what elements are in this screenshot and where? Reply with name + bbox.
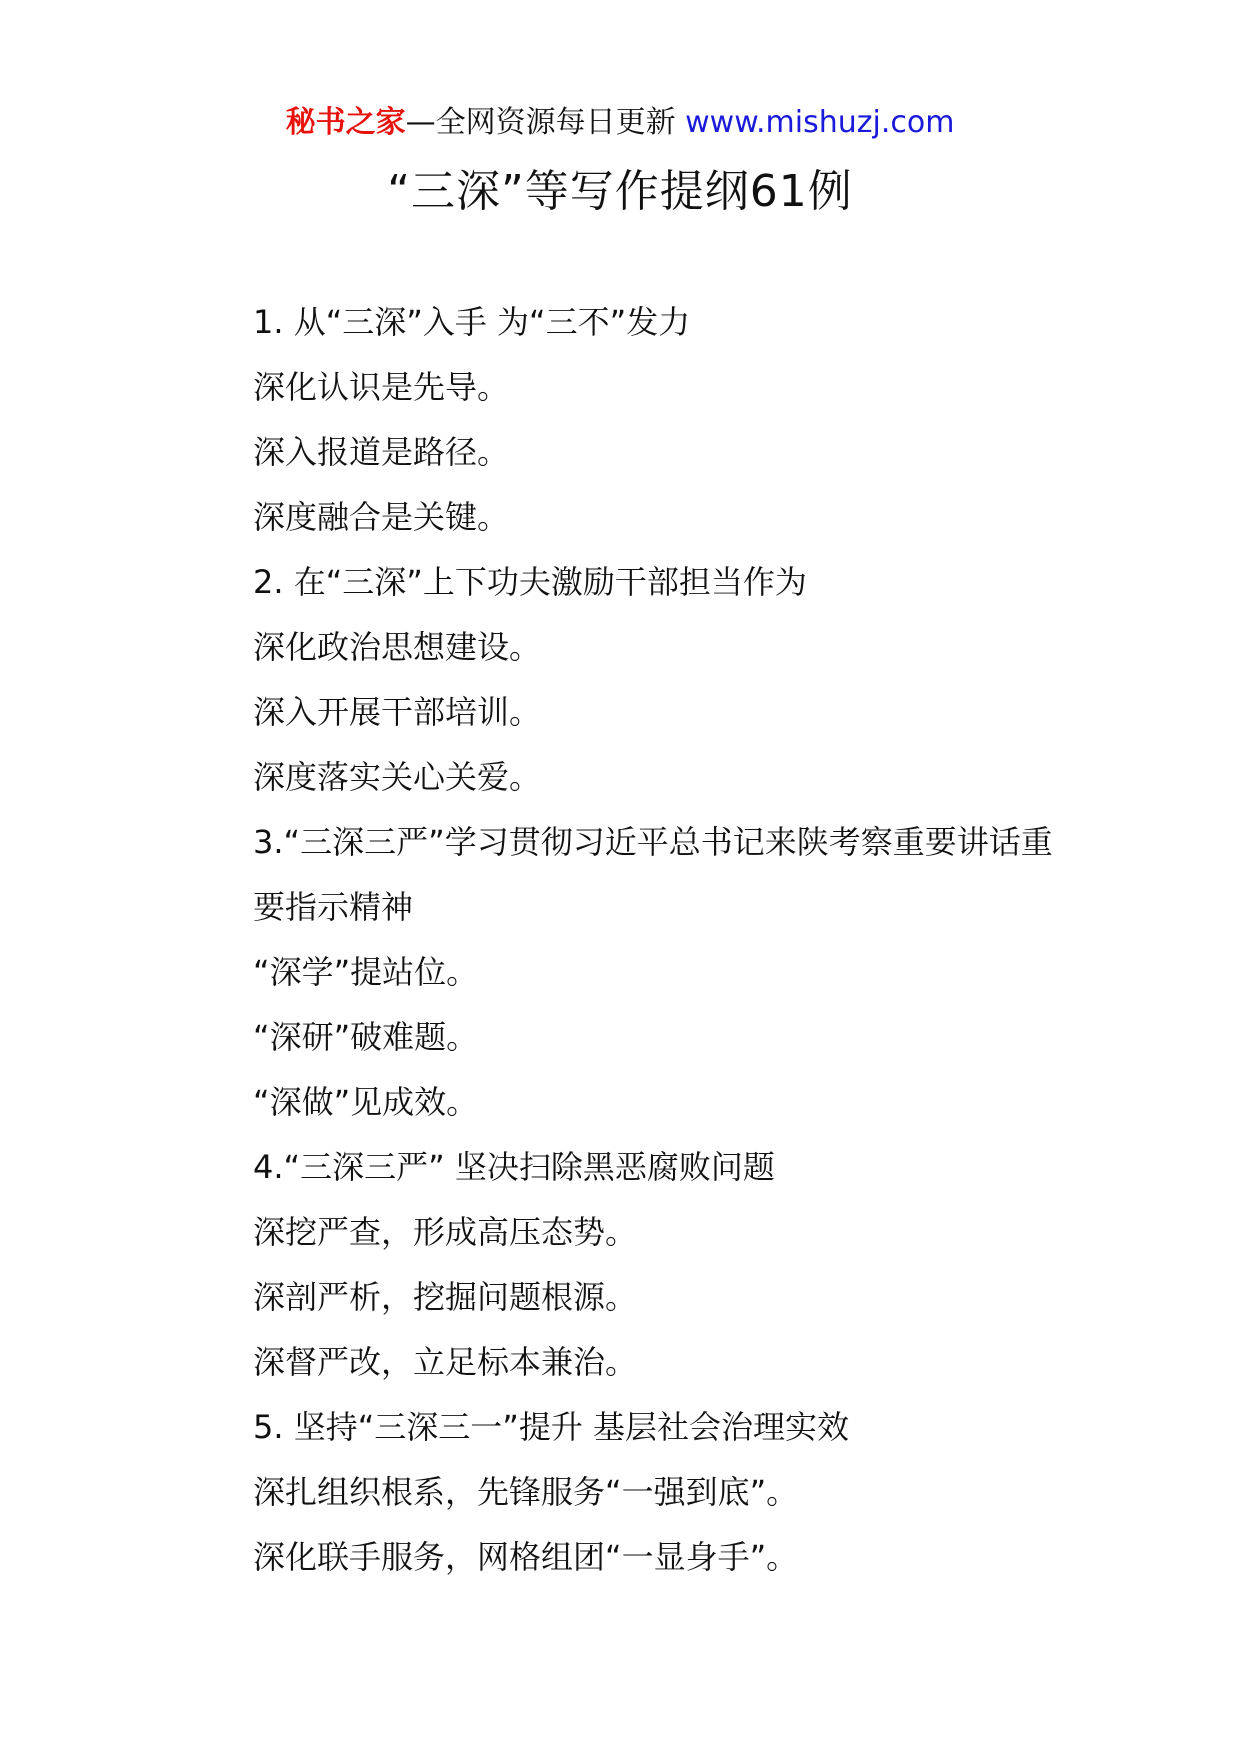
paragraph-line: 深挖严查，形成高压态势。 bbox=[253, 1213, 638, 1251]
brand-name: 秘书之家 bbox=[285, 105, 406, 140]
heading-4: 4.“三深三严” 坚决扫除黑恶腐败问题 bbox=[253, 1148, 775, 1186]
heading-2: 2. 在“三深”上下功夫激励干部担当作为 bbox=[253, 563, 807, 601]
paragraph-line: 深化政治思想建设。 bbox=[253, 628, 542, 666]
paragraph-line: 深入报道是路径。 bbox=[253, 433, 510, 471]
paragraph-line: 深度融合是关键。 bbox=[253, 498, 510, 536]
paragraph-line: 深度落实关心关爱。 bbox=[253, 758, 542, 796]
paragraph-line: 深入开展干部培训。 bbox=[253, 693, 542, 731]
heading-5: 5. 坚持“三深三一”提升 基层社会治理实效 bbox=[253, 1408, 850, 1446]
header-url[interactable]: www.mishuzj.com bbox=[685, 105, 955, 140]
paragraph-line: 深扎组织根系，先锋服务“一强到底”。 bbox=[253, 1473, 799, 1511]
heading-1: 1. 从“三深”入手 为“三不”发力 bbox=[253, 303, 691, 341]
heading-3: 3.“三深三严”学习贯彻习近平总书记来陕考察重要讲话重要指示精神 bbox=[253, 823, 1053, 926]
paragraph-line: 深化联手服务，网格组团“一显身手”。 bbox=[253, 1538, 799, 1576]
header-tagline: —全网资源每日更新 bbox=[405, 105, 676, 140]
document-body bbox=[187, 290, 1057, 1590]
paragraph-line: “深学”提站位。 bbox=[253, 953, 479, 991]
paragraph-line: 深剖严析，挖掘问题根源。 bbox=[253, 1278, 638, 1316]
paragraph-line: 深化认识是先导。 bbox=[253, 368, 510, 406]
paragraph-line: “深做”见成效。 bbox=[253, 1083, 479, 1121]
paragraph-line: 深督严改，立足标本兼治。 bbox=[253, 1343, 638, 1381]
document-title: “三深”等写作提纲61例 bbox=[387, 166, 853, 217]
paragraph-line: “深研”破难题。 bbox=[253, 1018, 479, 1056]
header-banner bbox=[0, 103, 1240, 143]
